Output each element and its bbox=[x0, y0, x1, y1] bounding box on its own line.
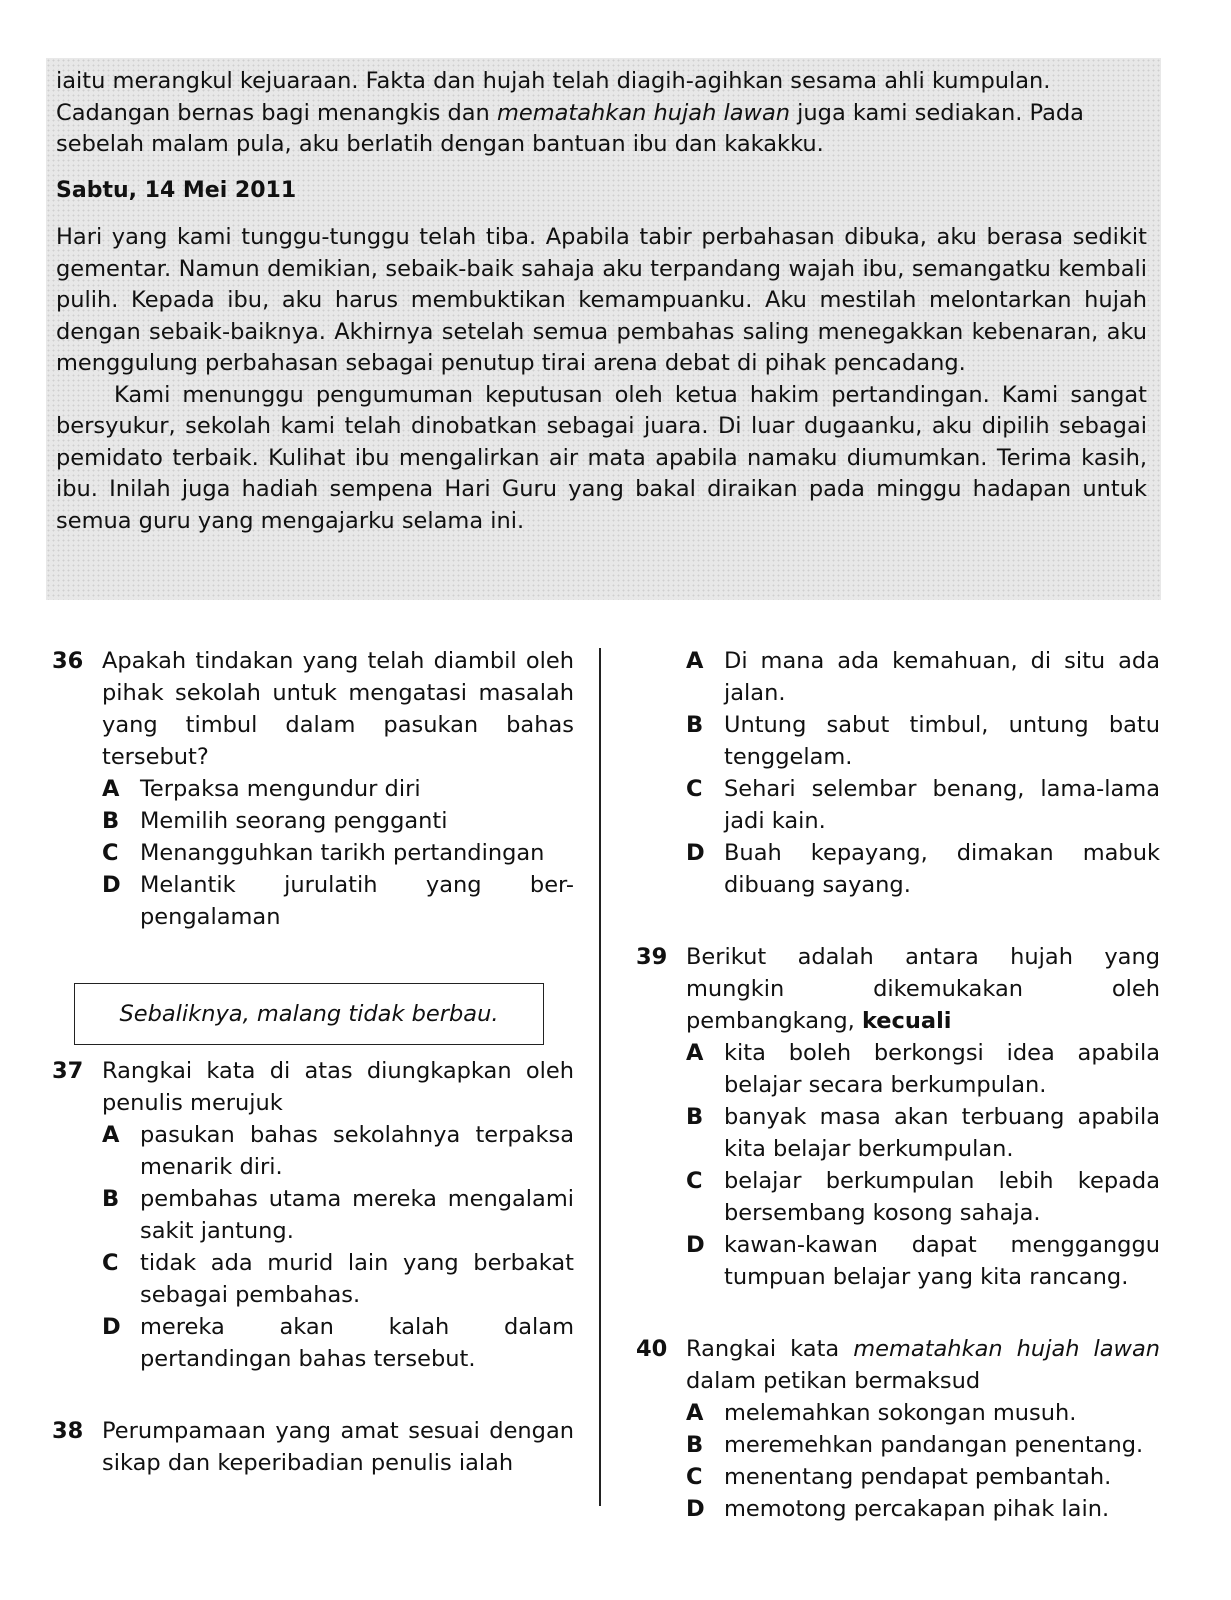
passage-paragraph-3: Kami menunggu pengumuman keputusan oleh ketua hakim pertandingan. Kami sangat bersyukur, sekolah kami telah dinobatkan sebagai juara. Di luar dugaanku, aku dipilih sebagai pemidato terbaik. Kulihat ibu mengalirkan air mata apabila namaku diumumkan. Terima kasih, ibu. Inilah juga hadiah sempena Hari Guru yang bakal diraikan pada minggu hadapan untuk semua guru yang mengajarku selama ini. bbox=[56, 381, 1147, 534]
option-39-a[interactable] bbox=[636, 1037, 1160, 1101]
option-letter: A bbox=[686, 1400, 704, 1426]
question-text bbox=[686, 1333, 1160, 1397]
option-text: menentang pendapat pembantah. bbox=[724, 1464, 1112, 1490]
option-letter: A bbox=[686, 648, 704, 674]
option-37-d[interactable] bbox=[52, 1311, 574, 1375]
option-40-a[interactable] bbox=[636, 1397, 1160, 1429]
option-38-a[interactable] bbox=[636, 645, 1160, 709]
option-letter: D bbox=[686, 1496, 705, 1522]
passage-paragraph-1 bbox=[56, 66, 1147, 161]
option-text: pembahas utama mereka mengalami sakit jantung. bbox=[140, 1186, 574, 1244]
left-column bbox=[52, 645, 574, 1479]
option-text: memotong percakapan pihak lain. bbox=[724, 1496, 1110, 1522]
option-39-c[interactable] bbox=[636, 1165, 1160, 1229]
question-40-italic-phrase: mematahkan hujah lawan bbox=[853, 1336, 1161, 1362]
option-text: pasukan bahas sekolahnya terpaksa menarik diri. bbox=[140, 1122, 574, 1180]
option-text: Menangguhkan tarikh pertandingan bbox=[140, 840, 545, 866]
option-letter: B bbox=[686, 1104, 704, 1130]
option-letter: C bbox=[686, 776, 703, 802]
option-36-a[interactable] bbox=[52, 773, 574, 805]
passage-p1-end: juga kami sediakan. Pada sebelah malam pula, aku berlatih dengan bantuan ibu dan kakakku. bbox=[56, 99, 1084, 157]
option-text: meremehkan pandangan penentang. bbox=[724, 1432, 1144, 1458]
option-letter: D bbox=[102, 872, 121, 898]
option-text: Memilih seorang pengganti bbox=[140, 808, 448, 834]
option-letter: C bbox=[102, 1250, 119, 1276]
passage-p1-start: iaitu merangkul kejuaraan. Fakta dan hujah telah diagih-agihkan sesama ahli kumpulan. Cadangan bernas bagi menangkis dan bbox=[56, 68, 1051, 126]
option-39-b[interactable] bbox=[636, 1101, 1160, 1165]
column-divider bbox=[599, 648, 601, 1506]
option-37-b[interactable] bbox=[52, 1183, 574, 1247]
option-text: kita boleh berkongsi idea apabila belajar secara berkumpulan. bbox=[724, 1040, 1160, 1098]
question-37 bbox=[52, 1055, 574, 1119]
question-number: 39 bbox=[636, 944, 668, 970]
question-text: Perumpamaan yang amat sesuai dengan sikap dan keperibadian penulis ialah bbox=[102, 1418, 574, 1476]
option-36-c[interactable] bbox=[52, 837, 574, 869]
question-number: 40 bbox=[636, 1336, 668, 1362]
reading-passage bbox=[46, 58, 1161, 600]
option-letter: C bbox=[686, 1464, 703, 1490]
option-40-b[interactable] bbox=[636, 1429, 1160, 1461]
question-40-text-before: Rangkai kata bbox=[686, 1336, 840, 1362]
option-text: kawan-kawan dapat mengganggu tumpuan belajar yang kita rancang. bbox=[724, 1232, 1160, 1290]
question-text: Rangkai kata di atas diungkapkan oleh penulis merujuk bbox=[102, 1058, 574, 1116]
option-letter: B bbox=[686, 1432, 704, 1458]
passage-paragraph-2: Hari yang kami tunggu-tunggu telah tiba. Apabila tabir perbahasan dibuka, aku berasa sedikit gementar. Namun demikian, sebaik-baik sahaja aku terpandang wajah ibu, semangatku kembali pulih. Kepada ibu, aku harus membuktikan kemampuanku. Aku mestilah melontarkan hujah dengan sebaik-baiknya. Akhirnya setelah semua pembahas saling menegakkan kebenaran, aku menggulung perbahasan sebagai penutup tirai arena debat di pihak pencadang. bbox=[56, 224, 1147, 376]
question-number: 36 bbox=[52, 648, 84, 674]
question-number: 38 bbox=[52, 1418, 84, 1444]
option-letter: B bbox=[102, 1186, 120, 1212]
option-40-d[interactable] bbox=[636, 1493, 1160, 1525]
right-column bbox=[636, 645, 1160, 1525]
option-text: Sehari selembar benang, lama-lama jadi kain. bbox=[724, 776, 1160, 834]
diary-date: Sabtu, 14 Mei 2011 bbox=[56, 177, 297, 203]
option-letter: A bbox=[686, 1040, 704, 1066]
option-36-d[interactable] bbox=[52, 869, 574, 933]
option-text: banyak masa akan terbuang apabila kita belajar berkumpulan. bbox=[724, 1104, 1160, 1162]
option-text: Untung sabut timbul, untung batu tenggelam. bbox=[724, 712, 1160, 770]
option-letter: C bbox=[686, 1168, 703, 1194]
option-text: Di mana ada kemahuan, di situ ada jalan. bbox=[724, 648, 1160, 706]
option-text: melemahkan sokongan musuh. bbox=[724, 1400, 1077, 1426]
question-text: Apakah tindakan yang telah diambil oleh pihak sekolah untuk mengatasi masalah yang timbul dalam pasukan bahas tersebut? bbox=[102, 648, 574, 770]
option-text: belajar berkumpulan lebih kepada bersembang kosong sahaja. bbox=[724, 1168, 1160, 1226]
option-38-d[interactable] bbox=[636, 837, 1160, 901]
question-39-keyword: kecuali bbox=[861, 1008, 952, 1034]
option-letter: D bbox=[102, 1314, 121, 1340]
option-text: Terpaksa mengundur diri bbox=[140, 776, 421, 802]
question-40 bbox=[636, 1333, 1160, 1397]
passage-p1-italic-phrase: mematahkan hujah lawan bbox=[496, 99, 790, 126]
option-39-d[interactable] bbox=[636, 1229, 1160, 1293]
question-number: 37 bbox=[52, 1058, 84, 1084]
option-text: Buah kepayang, dimakan mabuk dibuang sayang. bbox=[724, 840, 1160, 898]
question-36 bbox=[52, 645, 574, 773]
option-38-c[interactable] bbox=[636, 773, 1160, 837]
boxed-phrase: Sebaliknya, malang tidak berbau. bbox=[74, 983, 544, 1045]
option-letter: D bbox=[686, 1232, 705, 1258]
option-text: mereka akan kalah dalam pertandingan bahas tersebut. bbox=[140, 1314, 574, 1372]
option-letter: B bbox=[686, 712, 704, 738]
option-37-a[interactable] bbox=[52, 1119, 574, 1183]
option-40-c[interactable] bbox=[636, 1461, 1160, 1493]
option-text: tidak ada murid lain yang berbakat sebagai pembahas. bbox=[140, 1250, 574, 1308]
question-40-text-after: dalam petikan bermaksud bbox=[686, 1368, 981, 1394]
option-letter: B bbox=[102, 808, 120, 834]
option-letter: C bbox=[102, 840, 119, 866]
question-38 bbox=[52, 1415, 574, 1479]
option-letter: A bbox=[102, 776, 120, 802]
option-letter: D bbox=[686, 840, 705, 866]
option-text: Melantik jurulatih yang ber-pengalaman bbox=[140, 872, 574, 930]
option-37-c[interactable] bbox=[52, 1247, 574, 1311]
question-39-text: Berikut adalah antara hujah yang mungkin dikemukakan oleh pembangkang, bbox=[686, 944, 1160, 1034]
option-38-b[interactable] bbox=[636, 709, 1160, 773]
option-36-b[interactable] bbox=[52, 805, 574, 837]
question-text bbox=[686, 941, 1160, 1037]
option-letter: A bbox=[102, 1122, 120, 1148]
question-39 bbox=[636, 941, 1160, 1037]
